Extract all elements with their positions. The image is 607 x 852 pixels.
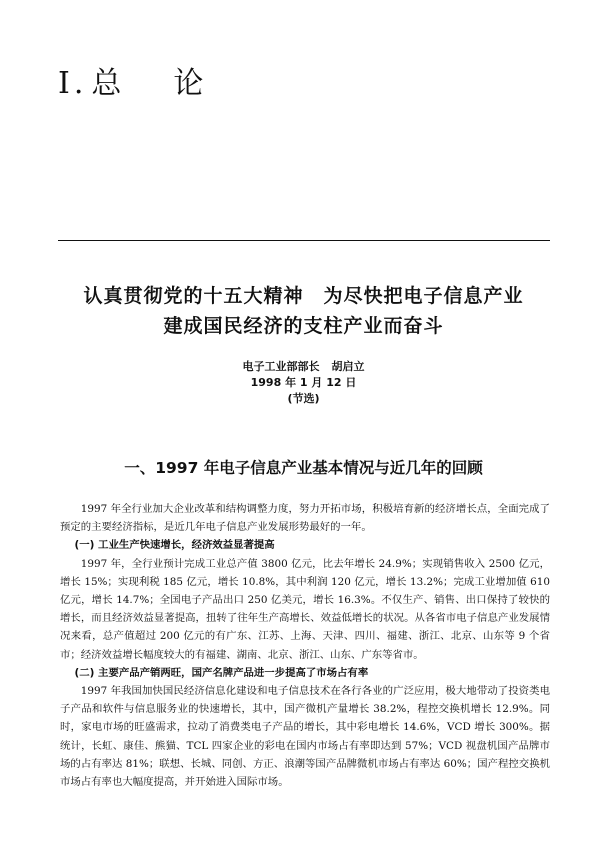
subheading-1: (一) 工业生产快速增长，经济效益显著提高	[74, 539, 275, 552]
intro-paragraph: 1997 年全行业加大企业改革和结构调整力度，努力开拓市场，积极培育新的经济增长点，全面完成了预定的主要经济指标，是近几年电子信息产业发展形势最好的一年。	[60, 503, 550, 534]
author-name: 胡启立	[331, 360, 365, 373]
cropped-text-fragment	[96, 842, 496, 852]
section-heading: 一、1997 年电子信息产业基本情况与近几年的回顾	[124, 459, 483, 477]
byline-date: 1998 年 1 月 12 日	[250, 376, 357, 389]
chapter-dot: .	[73, 66, 86, 101]
chapter-heading	[58, 58, 205, 102]
byline-note: (节选)	[287, 392, 320, 405]
chapter-word-1: 总	[91, 66, 124, 101]
subheading-2: (二) 主要产品产销两旺，国产名牌产品进一步提高了市场占有率	[74, 666, 369, 679]
article-body	[60, 500, 550, 791]
horizontal-rule	[58, 240, 550, 241]
chapter-numeral: Ⅰ	[58, 66, 72, 101]
paragraph-1: 1997 年，全行业预计完成工业总产值 3800 亿元，比去年增长 24.9%；实现销售收入 2500 亿元，增长 15%；实现利税 185 亿元，增长 10.8%，其中利润 120 亿元，增长 13.2%；完成工业增加值 610 亿元，增长 14.7%；全国电子产品出口 250 亿美元，增长 16.3%。不仅生产、销售、出口保持了较快的增长，而且经济效益显著提高，扭转了往年生产高增长、效益低增长的状况。从各省市电子信息产业发展情况来看，总产值超过 200 亿元的有广东、江苏、上海、天津、四川、福建、浙江、北京、山东等 9 个省市；经济效益增长幅度较大的有福建、湖南、北京、浙江、山东、广东等省市。	[60, 557, 550, 661]
paragraph-2: 1997 年我国加快国民经济信息化建设和电子信息技术在各行各业的广泛应用，极大地带动了投资类电子产品和软件与信息服务业的快速增长，其中，国产微机产量增长 38.2%，程控交换机增长 12.9%。同时，家电市场的旺盛需求，拉动了消费类电子产品的增长，其中彩电增长 14.6%，VCD 增长 300%。据统计，长虹、康佳、熊猫、TCL 四家企业的彩电在国内市场占有率即达到 57%；VCD 视盘机国产品牌市场的占有率达 81%；联想、长城、同创、方正、浪潮等国产品牌微机市场占有率达 60%；国产程控交换机市场占有率也大幅度提高，并开始进入国际市场。	[60, 685, 550, 789]
article-title-line-2: 建成国民经济的支柱产业而奋斗	[163, 315, 444, 337]
author-position: 电子工业部部长	[242, 360, 320, 373]
byline-author	[0, 359, 607, 375]
chapter-word-2: 论	[173, 66, 206, 101]
article-title-line-1: 认真贯彻党的十五大精神 为尽快把电子信息产业	[83, 285, 524, 307]
